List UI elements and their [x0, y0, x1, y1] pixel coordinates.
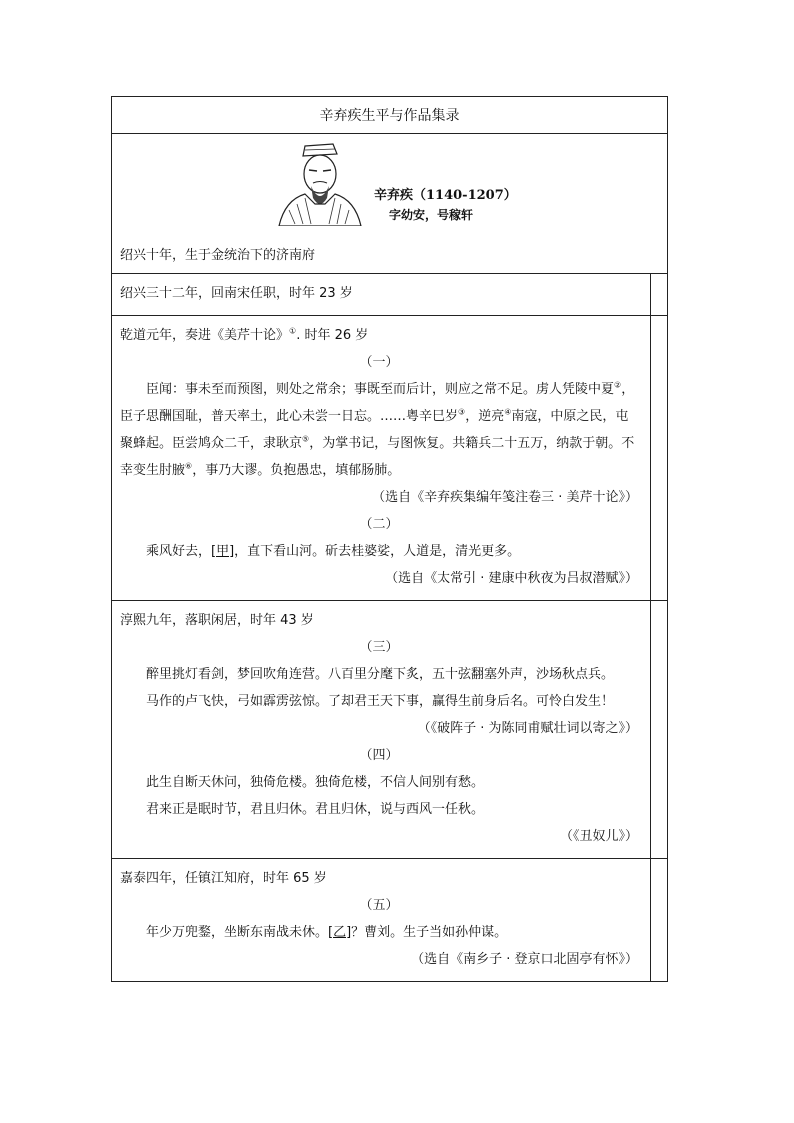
section-2-head: 乾道元年，奏进《美芹十论》①. 时年 26 岁 — [120, 326, 369, 343]
author-style-name: 字幼安，号稼轩 — [389, 208, 474, 222]
poem-3-source: （《破阵子 · 为陈同甫赋壮词以寄之》） — [417, 721, 638, 736]
main-table — [111, 96, 668, 982]
section-row-1 — [112, 274, 667, 316]
poem-5-source: （选自《南乡子 · 登京口北固亭有怀》） — [411, 952, 638, 967]
poem-4-line-1: 此生自断天休问，独倚危楼。独倚危楼，不信人间别有愁。 — [146, 775, 485, 790]
section-row-3 — [112, 601, 667, 859]
section-2-content — [112, 316, 668, 600]
section-4-content — [112, 859, 668, 981]
side-divider — [650, 274, 651, 315]
passage-number-5: （五） — [359, 898, 399, 913]
blank-yi: [乙] — [328, 925, 352, 940]
born-line: 绍兴十年，生于金统治下的济南府 — [120, 248, 316, 263]
author-name: 辛弃疾（1140-1207） — [374, 188, 517, 203]
section-3-head: 淳熙九年，落职闲居，时年 43 岁 — [120, 613, 314, 628]
section-row-4 — [112, 859, 667, 981]
side-divider — [650, 316, 651, 600]
portrait-image — [275, 140, 365, 226]
passage-number-4: （四） — [359, 748, 399, 763]
side-divider — [650, 601, 651, 858]
side-divider — [650, 859, 651, 981]
poem-4-line-2: 君来正是眠时节，君且归休。君且归休，说与西风一任秋。 — [146, 802, 485, 817]
passage-number-3: （三） — [359, 640, 399, 655]
poem-3-line-2: 马作的卢飞快，弓如霹雳弦惊。了却君王天下事，赢得生前身后名。可怜白发生！ — [146, 694, 615, 709]
section-row-2 — [112, 316, 667, 601]
passage-1-source: （选自《辛弃疾集编年笺注卷三 · 美芹十论》） — [372, 490, 638, 505]
passage-number-2: （二） — [359, 517, 399, 532]
blank-jia: [甲] — [211, 544, 235, 559]
title-row — [112, 97, 667, 134]
poem-3-line-1: 醉里挑灯看剑，梦回吹角连营。八百里分麾下炙，五十弦翻塞外声，沙场秋点兵。 — [146, 667, 615, 682]
section-3-content — [112, 601, 668, 858]
passage-2-source: （选自《太常引 · 建康中秋夜为吕叔潜赋》） — [385, 571, 638, 586]
poem-4-source: （《丑奴儿》） — [559, 829, 638, 844]
passage-number-1: （一） — [359, 355, 399, 370]
page-title: 辛弃疾生平与作品集录 — [319, 108, 460, 124]
section-4-head: 嘉泰四年，任镇江知府，时年 65 岁 — [120, 871, 327, 886]
passage-1-text: 臣闻：事未至而预图，则处之常余；事既至而后计，则应之常不足。虏人凭陵中夏②，臣子思酬国耻，普天率土，此心未尝一日忘。……粤辛巳岁③，逆亮④南寇，中原之民，屯聚蜂起。臣尝鸠众二千，隶耿京⑤，为掌书记，与图恢复。共籍兵二十五万，纳款于朝。不幸变生肘腋⑥，事乃大谬。负抱愚忠，填郁肠肺。 — [120, 380, 635, 478]
portrait-row — [112, 134, 667, 274]
passage-2-text: 乘风好去，[甲]，直下看山河。斫去桂婆娑，人道是，清光更多。 — [146, 544, 521, 559]
section-1-head: 绍兴三十二年，回南宋任职，时年 23 岁 — [120, 286, 353, 301]
poem-5-text: 年少万兜鍪，坐断东南战未休。[乙]？曹刘。生子当如孙仲谋。 — [146, 925, 508, 940]
